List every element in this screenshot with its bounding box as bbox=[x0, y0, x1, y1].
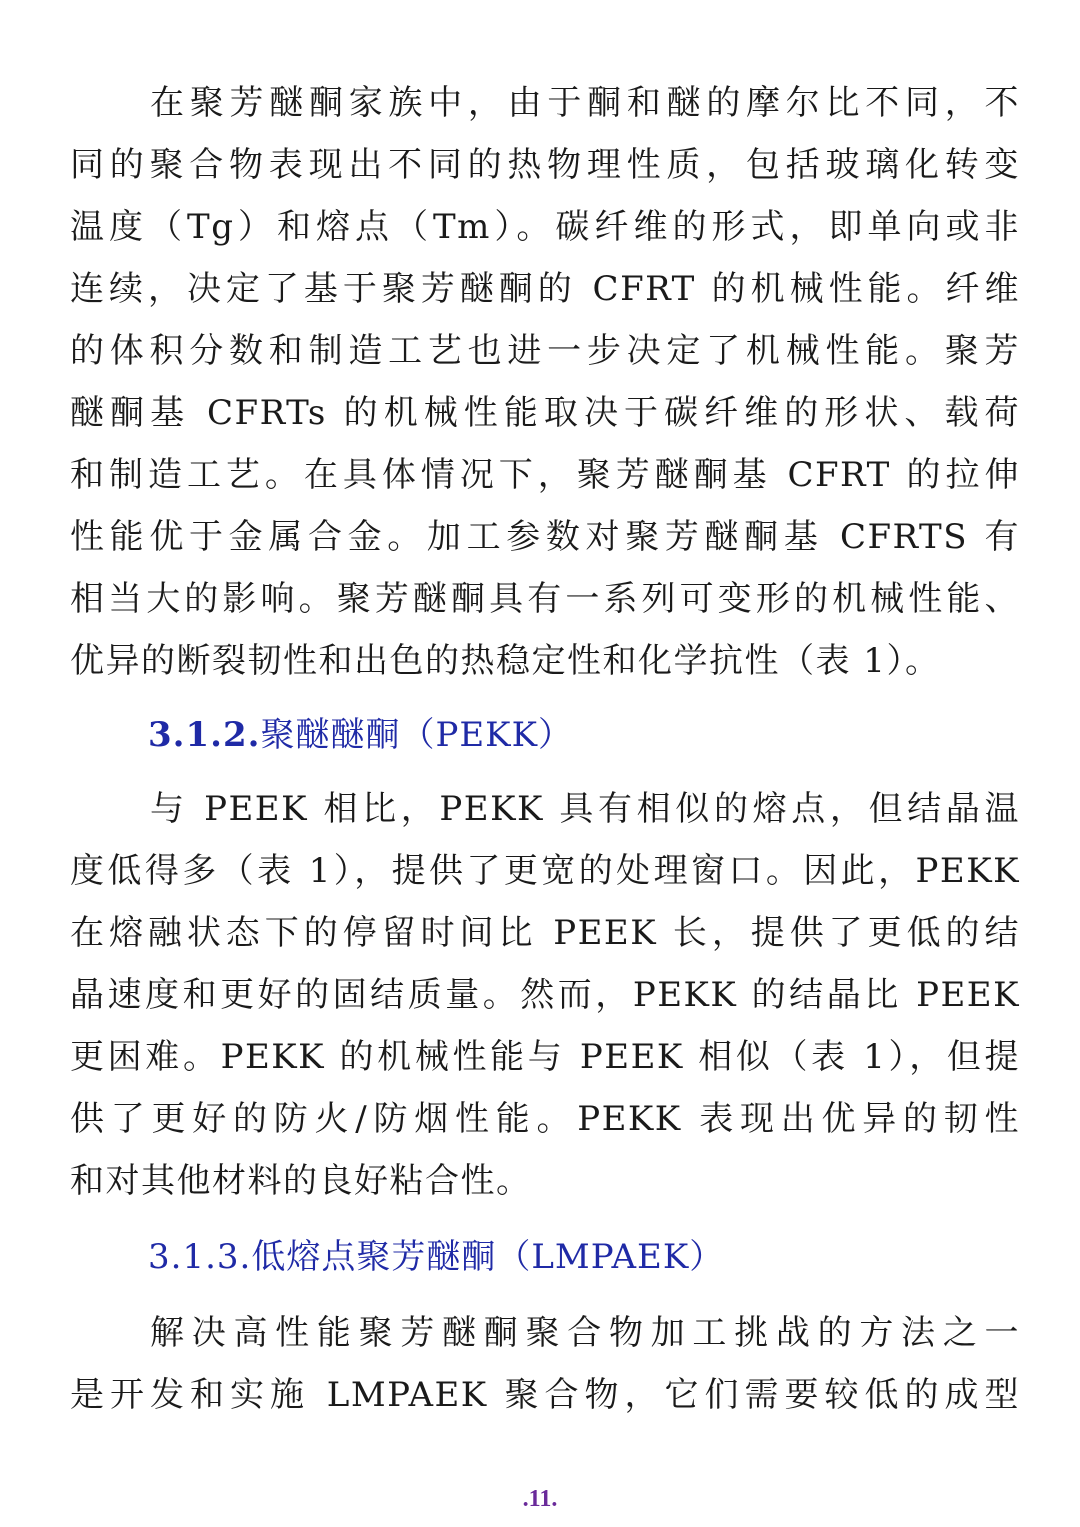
text-line: 醚酮基 CFRTs 的机械性能取决于碳纤维的形状、载荷 bbox=[70, 393, 1020, 433]
text-line: 供了更好的防火/防烟性能。PEKK 表现出优异的韧性 bbox=[70, 1099, 1020, 1139]
text-line: 相当大的影响。聚芳醚酮具有一系列可变形的机械性能、 bbox=[70, 579, 1020, 619]
text-line: 温度（Tg）和熔点（Tm）。碳纤维的形式，即单向或非 bbox=[70, 207, 1020, 247]
text-line: 性能优于金属合金。加工参数对聚芳醚酮基 CFRTS 有 bbox=[70, 517, 1020, 557]
text-line: 在聚芳醚酮家族中，由于酮和醚的摩尔比不同，不 bbox=[150, 83, 1020, 123]
page-number: .11. bbox=[522, 1486, 558, 1512]
text-line: 度低得多（表 1），提供了更宽的处理窗口。因此，PEKK bbox=[70, 851, 1020, 891]
section-number: 3.1.3. bbox=[148, 1237, 252, 1277]
text-line: 更困难。PEKK 的机械性能与 PEEK 相似（表 1），但提 bbox=[70, 1037, 1020, 1077]
section-heading-lmpaek bbox=[148, 1226, 724, 1288]
text-line: 是开发和实施 LMPAEK 聚合物，它们需要较低的成型 bbox=[70, 1375, 1020, 1415]
text-line: 和对其他材料的良好粘合性。 bbox=[70, 1161, 532, 1201]
text-line: 解决高性能聚芳醚酮聚合物加工挑战的方法之一 bbox=[150, 1313, 1020, 1353]
text-line: 的体积分数和制造工艺也进一步决定了机械性能。聚芳 bbox=[70, 331, 1020, 371]
section-title: 聚醚醚酮（PEKK） bbox=[260, 715, 573, 755]
text-line: 优异的断裂韧性和出色的热稳定性和化学抗性（表 1）。 bbox=[70, 641, 941, 681]
text-line: 与 PEEK 相比，PEKK 具有相似的熔点，但结晶温 bbox=[150, 789, 1020, 829]
text-line: 连续，决定了基于聚芳醚酮的 CFRT 的机械性能。纤维 bbox=[70, 269, 1020, 309]
section-title: 低熔点聚芳醚酮（LMPAEK） bbox=[251, 1237, 725, 1277]
section-number: 3.1.2. bbox=[148, 715, 261, 755]
text-line: 和制造工艺。在具体情况下，聚芳醚酮基 CFRT 的拉伸 bbox=[70, 455, 1020, 495]
paragraph-paek-properties bbox=[70, 72, 1020, 692]
section-heading-pekk bbox=[148, 704, 573, 766]
paragraph-lmpaek bbox=[70, 1302, 1020, 1426]
text-line: 晶速度和更好的固结质量。然而，PEKK 的结晶比 PEEK bbox=[70, 975, 1020, 1015]
paragraph-pekk bbox=[70, 778, 1020, 1212]
text-line: 在熔融状态下的停留时间比 PEEK 长，提供了更低的结 bbox=[70, 913, 1020, 953]
text-line: 同的聚合物表现出不同的热物理性质，包括玻璃化转变 bbox=[70, 145, 1020, 185]
